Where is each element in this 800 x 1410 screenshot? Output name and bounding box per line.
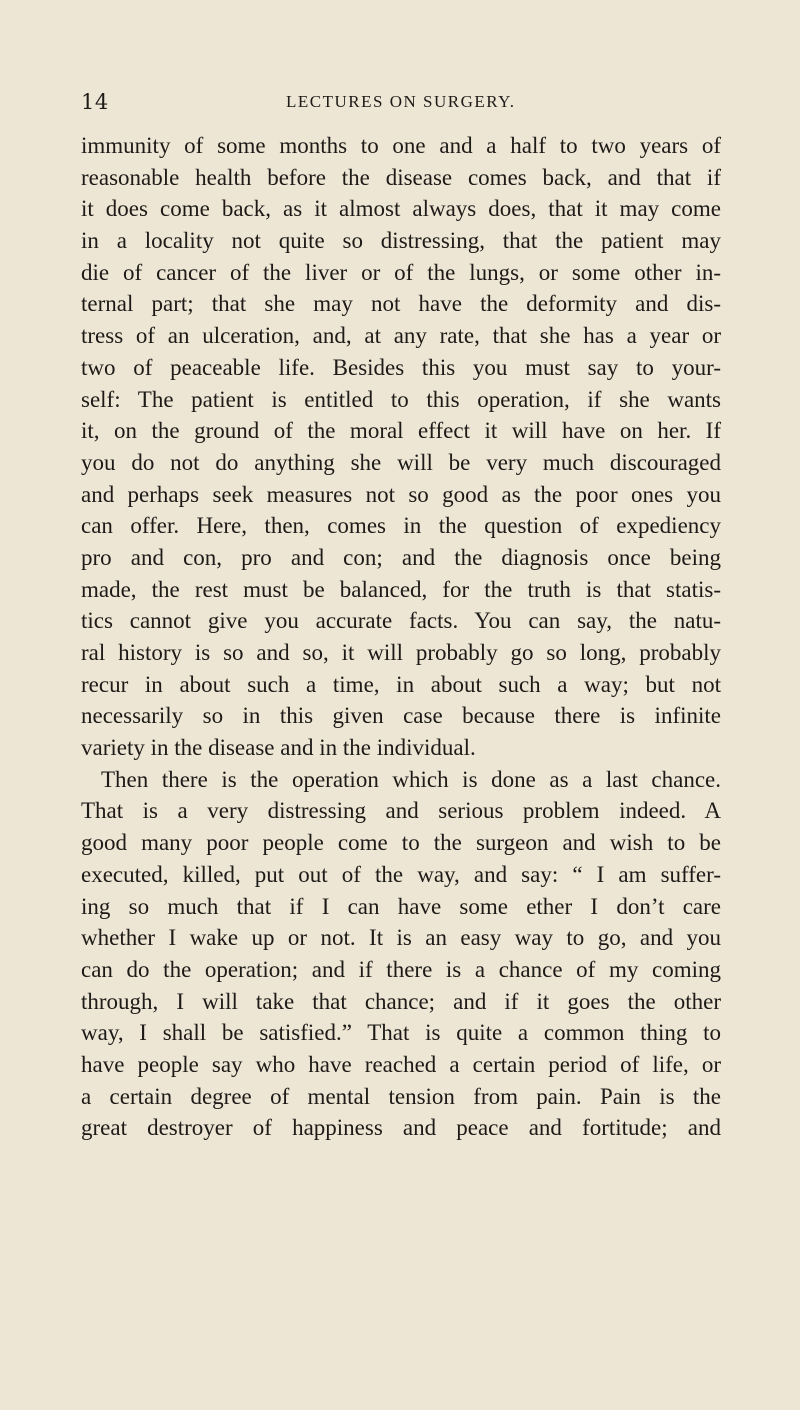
text-line: ral history is so and so, it will probably go so long, probably — [81, 640, 721, 665]
text-line: it does come back, as it almost always does, that it may come — [81, 196, 721, 222]
text-line: great destroyer of happiness and peace and fortitude; and — [81, 1115, 721, 1141]
text-line: recur in about such a time, in about such a way; but not — [81, 671, 721, 697]
running-head: LECTURES ON SURGERY. — [286, 92, 516, 111]
text-line: tics cannot give you accurate facts. You can say, the natu- — [81, 608, 721, 634]
text-line: tress of an ulceration, and, at any rate, that she has a year or — [81, 323, 721, 349]
text-line: variety in the disease and in the individual. — [81, 735, 476, 761]
text-line: ing so much that if I can have some ether I don’t care — [81, 893, 721, 919]
text-line: through, I will take that chance; and if it goes the other — [81, 988, 721, 1014]
text-line: two of peaceable life. Besides this you must say to your- — [81, 354, 721, 380]
text-line: a certain degree of mental tension from pain. Pain is the — [81, 1083, 721, 1109]
text-line: necessarily so in this given case because there is infinite — [81, 703, 721, 729]
page-number: 14 — [81, 90, 109, 114]
text-line: Then there is the operation which is done as a last chance. — [101, 766, 721, 792]
text-line: in a locality not quite so distressing, that the patient may — [81, 228, 721, 254]
text-line: it, on the ground of the moral effect it will have on her. If — [81, 418, 721, 444]
text-line: can do the operation; and if there is a chance of my coming — [81, 956, 721, 982]
text-line: pro and con, pro and con; and the diagnosis once being — [81, 544, 721, 570]
body-text — [81, 130, 721, 1144]
text-line: die of cancer of the liver or of the lungs, or some other in- — [81, 259, 721, 285]
text-line: good many poor people come to the surgeon and wish to be — [81, 830, 721, 856]
paragraph-2 — [81, 764, 721, 1144]
text-line: and perhaps seek measures not so good as the poor ones you — [81, 481, 721, 507]
text-line: ternal part; that she may not have the deformity and dis- — [81, 291, 721, 317]
paragraph-1 — [81, 130, 721, 764]
page-header — [0, 90, 800, 120]
text-line: immunity of some months to one and a half to two years of — [81, 133, 721, 158]
text-line: way, I shall be satisfied.” That is quite a common thing to — [81, 1020, 721, 1046]
text-line: executed, killed, put out of the way, and say: “ I am suffer- — [81, 861, 721, 887]
text-line: have people say who have reached a certain period of life, or — [81, 1051, 721, 1077]
text-line: self: The patient is entitled to this operation, if she wants — [81, 386, 721, 412]
text-line: That is a very distressing and serious problem indeed. A — [81, 798, 721, 824]
text-line: can offer. Here, then, comes in the question of expediency — [81, 513, 721, 539]
text-line: reasonable health before the disease comes back, and that if — [81, 164, 721, 190]
text-line: whether I wake up or not. It is an easy way to go, and you — [81, 925, 721, 951]
text-line: made, the rest must be balanced, for the truth is that statis- — [81, 576, 721, 602]
text-line: you do not do anything she will be very much discouraged — [81, 449, 721, 475]
